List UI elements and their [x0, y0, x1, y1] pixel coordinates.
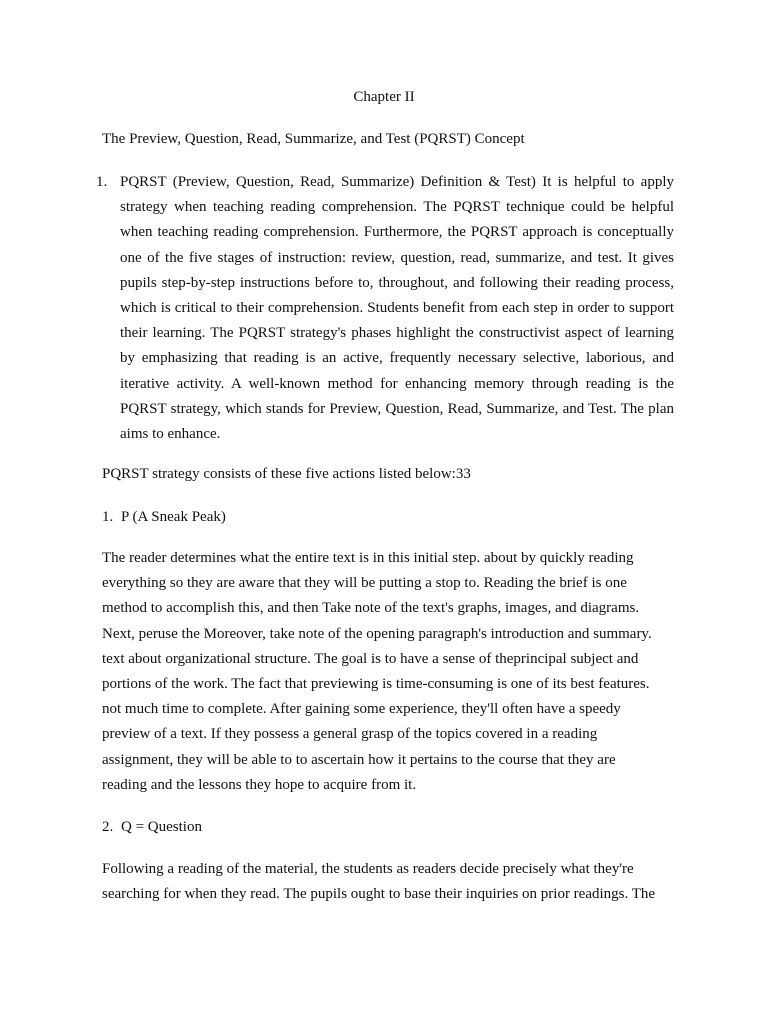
step-heading-preview — [102, 507, 226, 527]
paragraph-line: assignment, they will be able to to ascertain how it pertains to the course that they are — [102, 751, 616, 768]
step-heading-text: P (A Sneak Peak) — [121, 509, 226, 525]
step-heading-question — [102, 817, 202, 837]
step-heading-text: Q = Question — [121, 819, 202, 835]
paragraph-line: everything so they are aware that they will be putting a stop to. Reading the brief is one — [102, 575, 627, 592]
step-number: 1. — [102, 509, 114, 525]
paragraph-line: text about organizational structure. The goal is to have a sense of theprincipal subject and — [102, 650, 639, 667]
section-title: The Preview, Question, Read, Summarize, and Test (PQRST) Concept — [102, 131, 525, 147]
paragraph-line: Next, peruse the Moreover, take note of the opening paragraph's introduction and summary. — [102, 625, 652, 642]
paragraph-line: searching for when they read. The pupils ought to base their inquiries on prior readings. The — [102, 886, 656, 903]
paragraph-line: not much time to complete. After gaining some experience, they'll often have a speedy — [102, 701, 621, 718]
step-number: 2. — [102, 819, 114, 835]
list-item-text: PQRST (Preview, Question, Read, Summarize) Definition & Test) It is helpful to apply strategy when teaching reading comprehension. The PQRST technique could be helpful when teaching reading comprehension. Furthermore, the PQRST approach is conceptually one of the five stages of instruction: review, question, read, summarize, and test. It gives pupils step-by-step instructions before to, throughout, and following their reading process, which is critical to their comprehension. Students benefit from each step in order to support their learning. The PQRST strategy's phases highlight the constructivist aspect of learning by emphasizing that reading is an active, frequently necessary selective, laborious, and iterative activity. A well-known method for enhancing memory through reading is the PQRST strategy, which stands for Preview, Question, Read, Summarize, and Test. The plan aims to enhance. — [120, 174, 674, 443]
intro-line: PQRST strategy consists of these five actions listed below:33 — [102, 466, 471, 482]
chapter-title: Chapter II — [353, 89, 415, 105]
step-paragraph-preview — [102, 546, 682, 798]
numbered-list-item — [96, 170, 674, 447]
step-paragraph-question — [102, 857, 682, 907]
paragraph-line: reading and the lessons they hope to acquire from it. — [102, 776, 417, 793]
paragraph-line: The reader determines what the entire text is in this initial step. about by quickly reading — [102, 550, 634, 566]
list-item-number: 1. — [96, 174, 108, 190]
paragraph-line: portions of the work. The fact that previewing is time-consuming is one of its best features. — [102, 676, 650, 693]
paragraph-line: method to accomplish this, and then Take note of the text's graphs, images, and diagrams. — [102, 600, 640, 617]
paragraph-line: preview of a text. If they possess a general grasp of the topics covered in a reading — [102, 726, 598, 743]
paragraph-line: Following a reading of the material, the students as readers decide precisely what they're — [102, 861, 634, 877]
